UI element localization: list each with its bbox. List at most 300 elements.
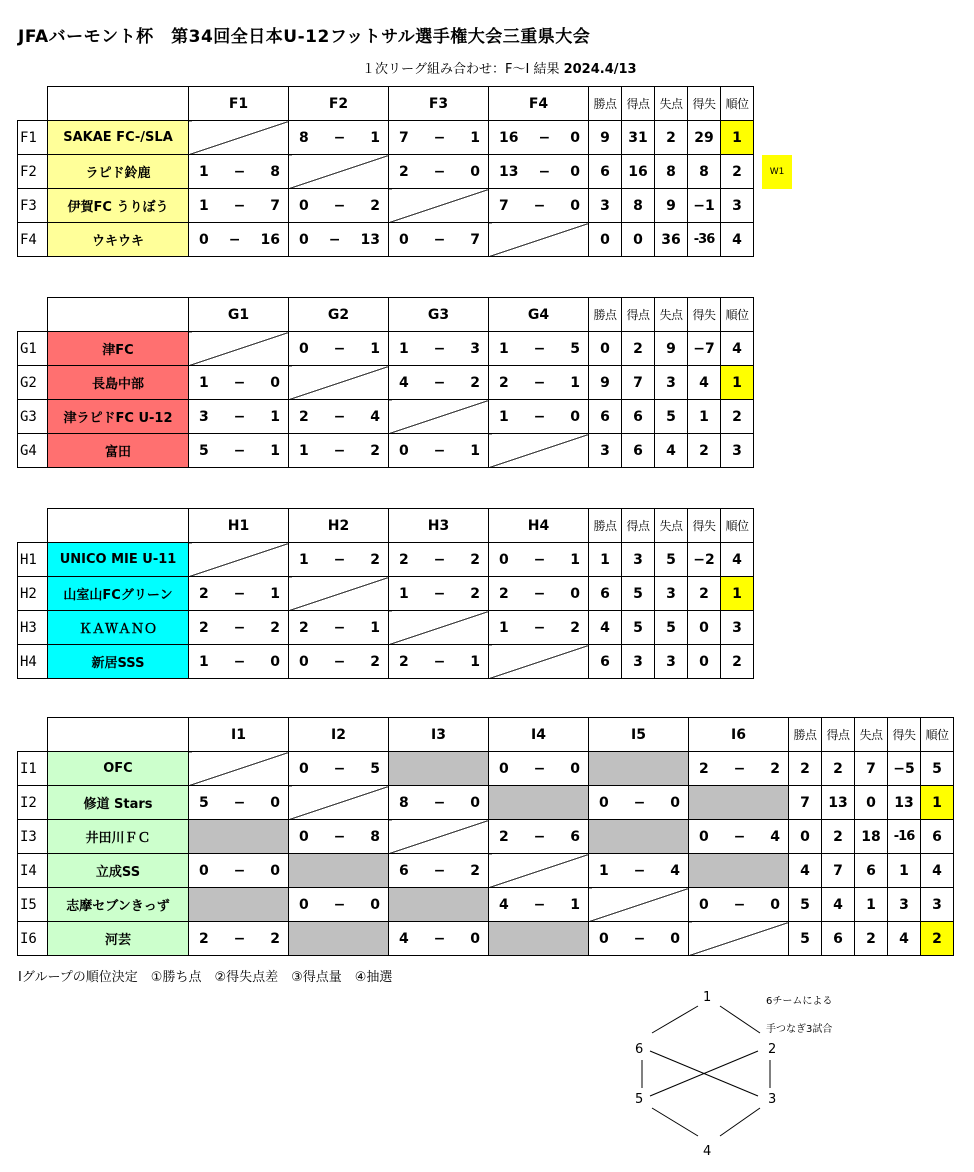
self-match-cell — [189, 121, 289, 155]
stat-cell: 2 — [721, 400, 754, 434]
score-home: 1 — [599, 862, 609, 879]
score-home: 2 — [699, 760, 709, 777]
score-cell — [389, 434, 489, 468]
stat-cell: 3 — [721, 434, 754, 468]
no-match-cell — [389, 888, 489, 922]
score-dash: − — [533, 896, 546, 913]
table-row — [18, 155, 754, 189]
score-dash: − — [433, 585, 446, 602]
score-away: 5 — [370, 760, 380, 777]
score-away: 1 — [370, 619, 380, 636]
score-dash: − — [328, 231, 341, 248]
score-dash: − — [333, 408, 346, 425]
corner-cell — [18, 509, 48, 543]
self-match-cell — [189, 332, 289, 366]
score-home: 4 — [399, 374, 409, 391]
score — [189, 931, 288, 947]
score — [189, 654, 288, 670]
stat-cell: −1 — [688, 189, 721, 223]
stat-cell: 2 — [822, 752, 855, 786]
score — [589, 795, 688, 811]
stat-cell: 6 — [855, 854, 888, 888]
score-dash: − — [533, 760, 546, 777]
score-home: 2 — [499, 585, 509, 602]
no-match-cell — [589, 752, 689, 786]
self-match-cell — [689, 922, 789, 956]
row-id: F3 — [18, 189, 48, 223]
team-header-cell — [48, 87, 189, 121]
col-header: H1 — [189, 509, 289, 543]
score-cell — [189, 400, 289, 434]
score-cell — [189, 922, 289, 956]
score-cell — [289, 434, 389, 468]
score-cell — [589, 786, 689, 820]
score-home: 0 — [699, 828, 709, 845]
score-away: 3 — [470, 340, 480, 357]
col-header: H4 — [489, 509, 589, 543]
self-match-cell — [389, 400, 489, 434]
score-away: 2 — [370, 197, 380, 214]
self-match-cell — [389, 820, 489, 854]
table-row — [18, 332, 754, 366]
score — [489, 761, 588, 777]
stat-cell: 6 — [589, 577, 622, 611]
team-name: 伊賀FC うりぼう — [48, 189, 189, 223]
score-home: 5 — [199, 794, 209, 811]
node-1: 1 — [703, 990, 712, 1005]
row-id: I1 — [18, 752, 48, 786]
score-dash: − — [533, 551, 546, 568]
score-dash: − — [433, 129, 446, 146]
score — [489, 198, 588, 214]
row-id: F2 — [18, 155, 48, 189]
score-cell — [389, 332, 489, 366]
score-cell — [189, 366, 289, 400]
stat-cell: 0 — [855, 786, 888, 820]
stat-cell: 7 — [622, 366, 655, 400]
stat-cell: 16 — [622, 155, 655, 189]
team-header-cell — [48, 509, 189, 543]
score-cell — [489, 155, 589, 189]
group-g-table — [17, 297, 754, 468]
score-away: 0 — [670, 930, 680, 947]
score-away: 2 — [470, 551, 480, 568]
stat-cell: 6 — [921, 820, 954, 854]
no-match-cell — [189, 888, 289, 922]
score-away: 1 — [470, 442, 480, 459]
score — [389, 164, 488, 180]
score-away: 4 — [370, 408, 380, 425]
score-cell — [289, 543, 389, 577]
score-home: 0 — [499, 760, 509, 777]
node-6: 6 — [635, 1042, 644, 1057]
row-id: H4 — [18, 645, 48, 679]
stat-cell: 0 — [688, 611, 721, 645]
corner-cell — [18, 718, 48, 752]
score-home: 8 — [399, 794, 409, 811]
score — [189, 198, 288, 214]
col-header: F2 — [289, 87, 389, 121]
score — [189, 232, 288, 248]
score-cell — [289, 332, 389, 366]
no-match-cell — [489, 922, 589, 956]
score-dash: − — [233, 930, 246, 947]
col-header: I3 — [389, 718, 489, 752]
table-row — [18, 543, 754, 577]
stat-cell: 4 — [721, 332, 754, 366]
score — [389, 552, 488, 568]
stat-cell: 4 — [888, 922, 921, 956]
score-dash: − — [233, 163, 246, 180]
stat-cell: −5 — [888, 752, 921, 786]
table-row — [18, 645, 754, 679]
score-home: 0 — [299, 896, 309, 913]
score — [489, 164, 588, 180]
score-dash: − — [433, 551, 446, 568]
score-cell — [489, 752, 589, 786]
stat-cell: 0 — [589, 223, 622, 257]
score-cell — [189, 223, 289, 257]
col-header: G4 — [489, 298, 589, 332]
stat-cell: 9 — [589, 121, 622, 155]
score-away: 2 — [470, 585, 480, 602]
score-away: 2 — [270, 930, 280, 947]
score-away: 1 — [370, 129, 380, 146]
score-cell — [689, 888, 789, 922]
score — [689, 829, 788, 845]
edge-3-4 — [720, 1108, 760, 1136]
stat-cell: 3 — [655, 366, 688, 400]
score-away: 1 — [470, 653, 480, 670]
score — [289, 897, 388, 913]
score-home: 0 — [499, 551, 509, 568]
team-name: 長島中部 — [48, 366, 189, 400]
score-dash: − — [333, 653, 346, 670]
score-cell — [489, 888, 589, 922]
score-home: 2 — [499, 828, 509, 845]
score-away: 13 — [360, 231, 380, 248]
score-away: 8 — [270, 163, 280, 180]
self-match-cell — [289, 155, 389, 189]
table-row — [18, 366, 754, 400]
score — [189, 409, 288, 425]
score-dash: − — [533, 619, 546, 636]
stat-cell: 0 — [622, 223, 655, 257]
row-id: I4 — [18, 854, 48, 888]
score-away: 1 — [570, 896, 580, 913]
stat-cell: 5 — [622, 577, 655, 611]
score-dash: − — [233, 408, 246, 425]
score — [189, 863, 288, 879]
row-id: F4 — [18, 223, 48, 257]
table-row — [18, 577, 754, 611]
stat-header: 勝点 — [589, 298, 622, 332]
score-dash: − — [333, 828, 346, 845]
row-id: G4 — [18, 434, 48, 468]
score-dash: − — [233, 794, 246, 811]
col-header: I1 — [189, 718, 289, 752]
score-home: 2 — [499, 374, 509, 391]
score-home: 0 — [599, 794, 609, 811]
score-away: 1 — [370, 340, 380, 357]
self-match-cell — [189, 543, 289, 577]
score-home: 1 — [499, 619, 509, 636]
stat-cell: 5 — [789, 888, 822, 922]
col-header: I5 — [589, 718, 689, 752]
stat-cell: 4 — [721, 543, 754, 577]
col-header: G3 — [389, 298, 489, 332]
table-row — [18, 189, 754, 223]
score-away: 1 — [470, 129, 480, 146]
corner-cell — [18, 87, 48, 121]
score-dash: − — [333, 551, 346, 568]
score — [389, 931, 488, 947]
stat-cell: 6 — [822, 922, 855, 956]
stat-cell: 36 — [655, 223, 688, 257]
score-home: 2 — [399, 551, 409, 568]
self-match-cell — [489, 645, 589, 679]
row-id: I3 — [18, 820, 48, 854]
score-home: 3 — [199, 408, 209, 425]
score-home: 2 — [199, 619, 209, 636]
score-dash: − — [633, 862, 646, 879]
score-away: 2 — [370, 551, 380, 568]
score-cell — [289, 752, 389, 786]
score-dash: − — [533, 828, 546, 845]
score-cell — [189, 189, 289, 223]
score-home: 0 — [299, 197, 309, 214]
team-name: 志摩セブンきっず — [48, 888, 189, 922]
page-title: JFAバーモント杯 第34回全日本U-12フットサル選手権大会三重県大会 — [18, 27, 591, 47]
score — [289, 654, 388, 670]
score-away: 0 — [470, 930, 480, 947]
score-away: 6 — [570, 828, 580, 845]
node-2: 2 — [768, 1042, 777, 1057]
no-match-cell — [489, 786, 589, 820]
team-name: ウキウキ — [48, 223, 189, 257]
col-header: I6 — [689, 718, 789, 752]
score-home: 6 — [399, 862, 409, 879]
score-cell — [489, 400, 589, 434]
score-cell — [289, 820, 389, 854]
score-cell — [389, 854, 489, 888]
score-home: 1 — [199, 374, 209, 391]
score — [389, 375, 488, 391]
score-cell — [389, 922, 489, 956]
score — [189, 795, 288, 811]
row-id: I6 — [18, 922, 48, 956]
score-home: 4 — [499, 896, 509, 913]
score — [489, 409, 588, 425]
team-name: UNICO MIE U-11 — [48, 543, 189, 577]
score-away: 2 — [570, 619, 580, 636]
table-row — [18, 820, 954, 854]
score-dash: − — [433, 930, 446, 947]
table-row — [18, 223, 754, 257]
score-cell — [389, 543, 489, 577]
score-home: 2 — [299, 619, 309, 636]
stat-cell: 7 — [822, 854, 855, 888]
score-dash: − — [433, 794, 446, 811]
score-dash: − — [233, 442, 246, 459]
row-id: G1 — [18, 332, 48, 366]
stat-cell: 0 — [688, 645, 721, 679]
row-id: F1 — [18, 121, 48, 155]
score-dash: − — [433, 231, 446, 248]
stat-header: 順位 — [721, 298, 754, 332]
stat-header: 得失 — [688, 298, 721, 332]
score-dash: − — [433, 862, 446, 879]
score-dash: − — [233, 619, 246, 636]
score-cell — [489, 543, 589, 577]
score-cell — [389, 155, 489, 189]
score-home: 0 — [299, 653, 309, 670]
stat-cell: 2 — [655, 121, 688, 155]
stat-cell: 5 — [921, 752, 954, 786]
score-home: 1 — [499, 340, 509, 357]
score-cell — [189, 611, 289, 645]
score — [389, 232, 488, 248]
score-dash: − — [333, 340, 346, 357]
col-header: I4 — [489, 718, 589, 752]
stat-header: 失点 — [655, 509, 688, 543]
score-cell — [389, 786, 489, 820]
score-away: 0 — [470, 163, 480, 180]
team-name: SAKAE FC-/SLA — [48, 121, 189, 155]
score-home: 1 — [199, 197, 209, 214]
stat-cell: 31 — [622, 121, 655, 155]
stat-cell: -16 — [888, 820, 921, 854]
edge-4-5 — [652, 1108, 698, 1136]
stat-cell: 4 — [721, 223, 754, 257]
score-away: 7 — [470, 231, 480, 248]
col-header: F4 — [489, 87, 589, 121]
row-id: I2 — [18, 786, 48, 820]
self-match-cell — [489, 434, 589, 468]
score-home: 4 — [399, 930, 409, 947]
no-match-cell — [589, 820, 689, 854]
diagram-caption-2: 手つなぎ3試合 — [766, 1024, 833, 1035]
no-match-cell — [389, 752, 489, 786]
score-home: 0 — [599, 930, 609, 947]
score — [389, 863, 488, 879]
stat-cell: 3 — [721, 189, 754, 223]
corner-cell — [18, 298, 48, 332]
stat-cell: 2 — [688, 434, 721, 468]
score — [389, 654, 488, 670]
score-dash: − — [433, 653, 446, 670]
score — [289, 341, 388, 357]
self-match-cell — [189, 752, 289, 786]
self-match-cell — [289, 786, 389, 820]
stat-cell: 6 — [622, 434, 655, 468]
table-row — [18, 922, 954, 956]
stat-cell: 4 — [921, 854, 954, 888]
team-name: 立成SS — [48, 854, 189, 888]
team-header-cell — [48, 298, 189, 332]
stat-cell: 7 — [855, 752, 888, 786]
score-away: 2 — [470, 862, 480, 879]
stat-cell: 2 — [721, 155, 754, 189]
score — [289, 829, 388, 845]
stat-cell: 3 — [921, 888, 954, 922]
col-header: F3 — [389, 87, 489, 121]
score-dash: − — [433, 163, 446, 180]
stat-cell: 3 — [655, 645, 688, 679]
stat-cell: −7 — [688, 332, 721, 366]
score-away: 0 — [570, 408, 580, 425]
table-row — [18, 752, 954, 786]
self-match-cell — [589, 888, 689, 922]
score-cell — [689, 820, 789, 854]
group-h-table — [17, 508, 754, 679]
stat-cell: 1 — [688, 400, 721, 434]
score — [289, 443, 388, 459]
page-subtitle — [362, 58, 637, 77]
score-cell — [489, 189, 589, 223]
score-dash: − — [333, 896, 346, 913]
score — [589, 863, 688, 879]
node-3: 3 — [768, 1092, 777, 1107]
score — [189, 164, 288, 180]
stat-cell: 8 — [622, 189, 655, 223]
stat-cell: 8 — [655, 155, 688, 189]
table-row — [18, 854, 954, 888]
score — [289, 232, 388, 248]
stat-header: 勝点 — [589, 87, 622, 121]
row-id: G2 — [18, 366, 48, 400]
score-away: 0 — [670, 794, 680, 811]
score — [289, 620, 388, 636]
score-home: 16 — [499, 129, 519, 146]
score-cell — [389, 366, 489, 400]
score-dash: − — [538, 129, 551, 146]
team-name: 井田川ＦＣ — [48, 820, 189, 854]
stat-cell: 6 — [589, 155, 622, 189]
score — [489, 341, 588, 357]
stat-cell: 5 — [622, 611, 655, 645]
score-home: 0 — [199, 862, 209, 879]
stat-cell: 3 — [655, 577, 688, 611]
score-away: 0 — [270, 862, 280, 879]
score — [389, 130, 488, 146]
score — [289, 552, 388, 568]
self-match-cell — [389, 189, 489, 223]
score — [289, 198, 388, 214]
stat-cell: 3 — [589, 189, 622, 223]
score-dash: − — [333, 197, 346, 214]
stat-cell: 1 — [921, 786, 954, 820]
stat-cell: 6 — [589, 400, 622, 434]
score-dash: − — [733, 760, 746, 777]
score — [489, 586, 588, 602]
score-cell — [389, 121, 489, 155]
stat-cell: 1 — [888, 854, 921, 888]
team-name: ラピド鈴鹿 — [48, 155, 189, 189]
col-header: I2 — [289, 718, 389, 752]
score-home: 1 — [299, 442, 309, 459]
table-row — [18, 121, 754, 155]
stat-header: 順位 — [721, 509, 754, 543]
stat-cell: 2 — [822, 820, 855, 854]
score-away: 16 — [260, 231, 280, 248]
group-i-table — [17, 717, 954, 956]
score-away: 0 — [570, 163, 580, 180]
no-match-cell — [289, 854, 389, 888]
score-home: 1 — [199, 163, 209, 180]
stat-header: 順位 — [921, 718, 954, 752]
self-match-cell — [489, 854, 589, 888]
